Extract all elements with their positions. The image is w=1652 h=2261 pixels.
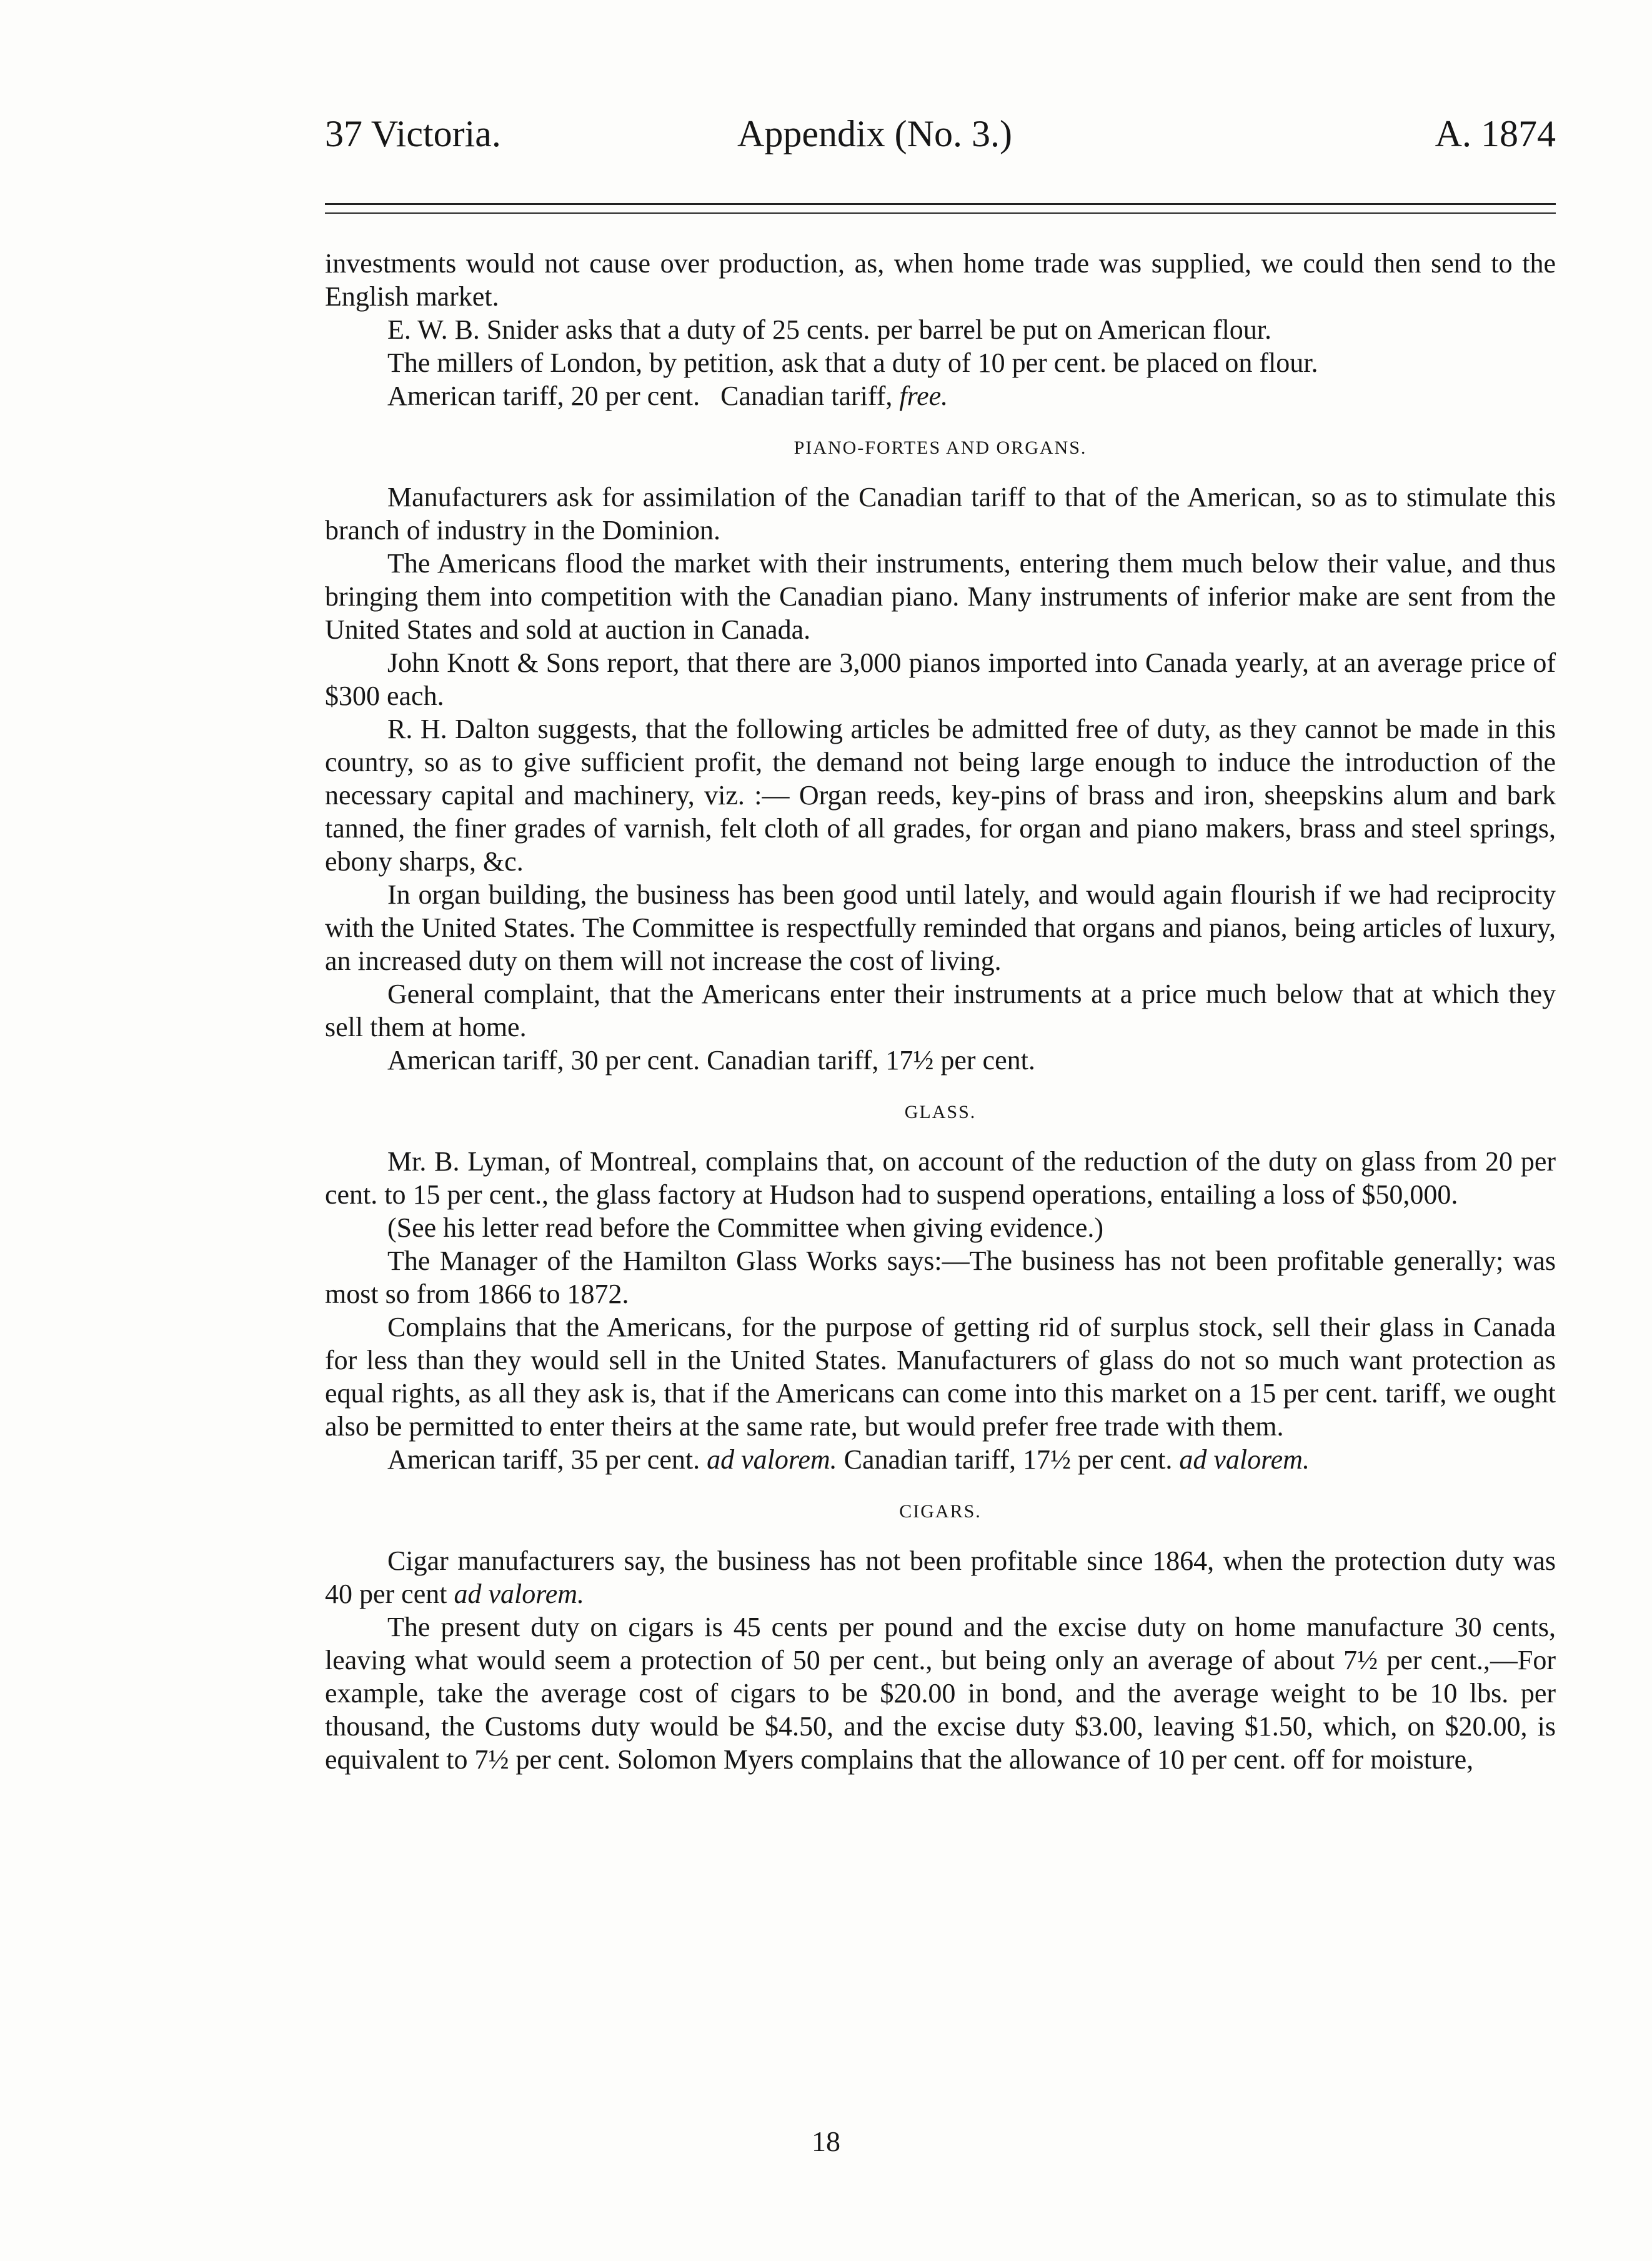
page-header (325, 112, 1556, 169)
header-appendix: Appendix (No. 3.) (737, 113, 1012, 154)
header-year: A. 1874 (1435, 113, 1556, 154)
cigars-paragraph-1-ad-valorem: ad valorem. (454, 1579, 585, 1609)
glass-tariff-canadian-ad-valorem: ad valorem. (1179, 1444, 1310, 1475)
glass-tariff-canadian: Canadian tariff, 17½ per cent. (837, 1444, 1180, 1475)
flour-paragraph-2: E. W. B. Snider asks that a duty of 25 cents. per barrel be put on American flour. (387, 314, 1272, 345)
flour-paragraph-1: investments would not cause over production, as, when home trade was supplied, we could then send to the English market. (325, 248, 1556, 312)
flour-tariff-free: free. (899, 381, 948, 411)
glass-tariff-line (325, 1443, 1556, 1476)
page-body (325, 247, 1556, 1776)
flour-tariff-canadian: Canadian tariff, (720, 381, 900, 411)
cigars-paragraph-1-text: Cigar manufacturers say, the business has not been profitable since 1864, when the protection duty was 40 per cent (325, 1545, 1556, 1609)
glass-paragraph-4: Complains that the Americans, for the purpose of getting rid of surplus stock, sell their glass in Canada for less than they would sell in the United States. Manufacturers of glass do not so much want protection as equal rights, as all they ask is, that if the Americans can come into this market on a 15 per cent. tariff, we ought also be permitted to enter theirs at the same rate, but would prefer free trade with them. (325, 1312, 1556, 1442)
piano-paragraph-3: John Knott & Sons report, that there are 3,000 pianos imported into Canada yearly, at an average price of $300 each. (325, 647, 1556, 711)
piano-paragraph-6: General complaint, that the Americans enter their instruments at a price much below that at which they sell them at home. (325, 979, 1556, 1042)
glass-paragraph-2: (See his letter read before the Committee when giving evidence.) (387, 1212, 1104, 1243)
page-number: 18 (812, 2125, 840, 2157)
section-heading-piano: PIANO-FORTES AND ORGANS. (794, 437, 1087, 458)
section-heading-cigars: CIGARS. (899, 1501, 982, 1522)
glass-tariff-american: American tariff, 35 per cent. (387, 1444, 707, 1475)
glass-tariff-american-ad-valorem: ad valorem. (707, 1444, 837, 1475)
header-rule-bottom (325, 212, 1556, 214)
cigars-paragraph-1 (325, 1544, 1556, 1610)
flour-tariff-line (325, 379, 1556, 412)
piano-paragraph-1: Manufacturers ask for assimilation of the Canadian tariff to that of the American, so as to stimulate this branch of industry in the Dominion. (325, 482, 1556, 546)
header-rule-top (325, 203, 1556, 205)
piano-tariff-line: American tariff, 30 per cent. Canadian tariff, 17½ per cent. (387, 1045, 1035, 1076)
section-heading-glass: GLASS. (904, 1102, 977, 1122)
flour-tariff-american: American tariff, 20 per cent. (387, 381, 700, 411)
piano-paragraph-2: The Americans flood the market with their instruments, entering them much below their value, and thus bringing them into competition with the Canadian piano. Many instruments of inferior make are sent from the United States and sold at auction in Canada. (325, 548, 1556, 645)
glass-paragraph-1: Mr. B. Lyman, of Montreal, complains that, on account of the reduction of the duty on glass from 20 per cent. to 15 per cent., the glass factory at Hudson had to suspend operations, entailing a loss of $50,000. (325, 1146, 1556, 1210)
flour-paragraph-3: The millers of London, by petition, ask that a duty of 10 per cent. be placed on flour. (387, 347, 1318, 378)
piano-paragraph-4: R. H. Dalton suggests, that the following articles be admitted free of duty, as they cannot be made in this country, so as to give sufficient profit, the demand not being large enough to induce the introduction of the necessary capital and machinery, viz. :— Organ reeds, key-pins of brass and iron, sheepskins alum and bark tanned, the finer grades of varnish, felt cloth of all grades, for organ and piano makers, brass and steel springs, ebony sharps, &c. (325, 714, 1556, 877)
cigars-paragraph-2: The present duty on cigars is 45 cents per pound and the excise duty on home manufacture 30 cents, leaving what would seem a protection of 50 per cent., but being only an average of about 7½ per cent.,—For example, take the average cost of cigars to be $20.00 in bond, and the average weight to be 10 lbs. per thousand, the Customs duty would be $4.50, and the excise duty $3.00, leaving $1.50, which, on $20.00, is equivalent to 7½ per cent. Solomon Myers complains that the allowance of 10 per cent. off for moisture, (325, 1612, 1556, 1775)
piano-paragraph-5: In organ building, the business has been good until lately, and would again flourish if we had reciprocity with the United States. The Committee is respectfully reminded that organs and pianos, being articles of luxury, an increased duty on them will not increase the cost of living. (325, 879, 1556, 976)
header-session: 37 Victoria. (325, 113, 501, 154)
glass-paragraph-3: The Manager of the Hamilton Glass Works says:—The business has not been profitable generally; was most so from 1866 to 1872. (325, 1245, 1556, 1309)
